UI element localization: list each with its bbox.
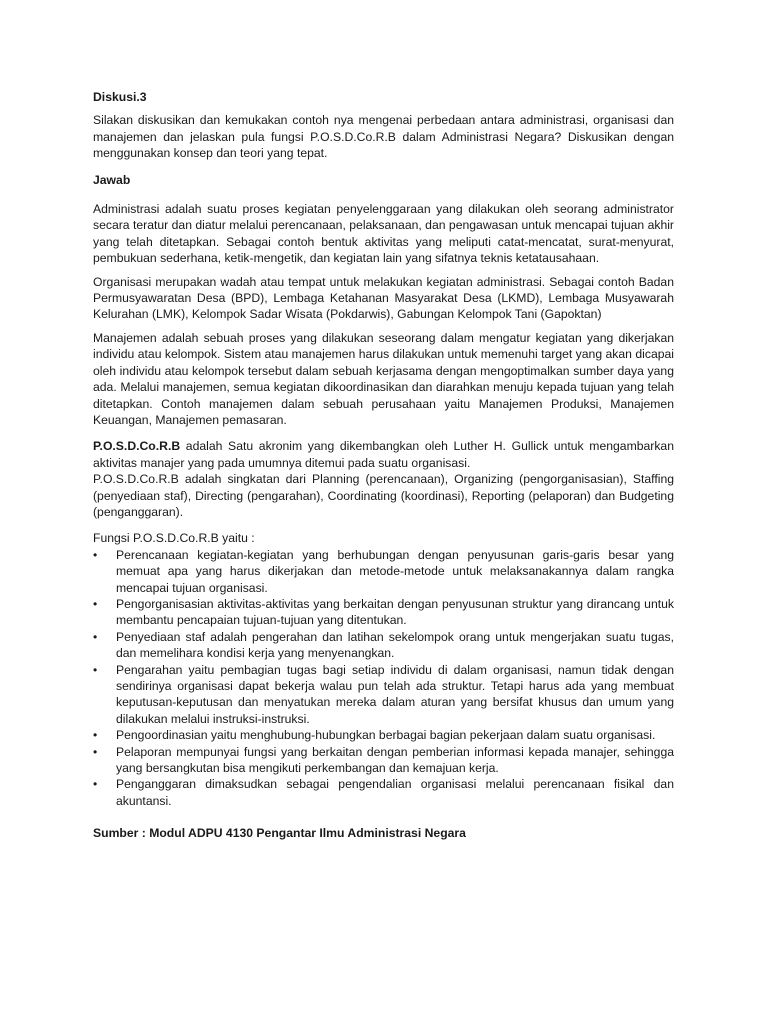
document-content — [93, 89, 674, 842]
list-item-text: Pelaporan mempunyai fungsi yang berkaitan dengan pemberian informasi kepada manajer, sehingga yang bersangkutan bisa mengikuti perkembangan dan kemajuan kerja. — [116, 744, 674, 776]
list-item-text: Pengarahan yaitu pembagian tugas bagi setiap individu di dalam organisasi, namun tidak dengan sendirinya organisasi dapat bekerja walau pun telah ada struktur. Tetapi harus ada yang membuat keputusan-keputusan dan menyatukan mereka dalam aturan yang bersifat khusus dan umum yang dilakukan melalui instruksi-instruksi. — [116, 662, 674, 726]
posdcorb-term: P.O.S.D.Co.R.B — [93, 439, 181, 454]
source-citation: Sumber : Modul ADPU 4130 Pengantar Ilmu Administrasi Negara — [93, 826, 466, 841]
bullet-icon: • — [93, 629, 98, 644]
list-item — [93, 662, 674, 728]
bullet-icon: • — [93, 777, 98, 792]
list-item-text: Pengoordinasian yaitu menghubung-hubungkan berbagai bagian pekerjaan dalam suatu organisasi. — [116, 728, 656, 743]
list-item-text: Perencanaan kegiatan-kegiatan yang berhubungan dengan penyusunan garis-garis besar yang memuat apa yang harus dikerjakan dan metode-metode untuk melaksanakannya dalam rangka mencapai tujuan organisasi. — [116, 547, 674, 595]
paragraph-administrasi: Administrasi adalah suatu proses kegiatan penyelenggaraan yang dilakukan oleh seorang administrator secara teratur dan diatur melalui perencanaan, pelaksanaan, dan pengawasan untuk mencapai tujuan akhir yang telah ditetapkan. Sebagai contoh bentuk aktivitas yang meliputi catat-mencatat, surat-menyurat, pembukuan sederhana, ketik-mengetik, dan kegiatan lain yang sifatnya teknis ketatausahaan. — [93, 202, 674, 266]
list-item-text: Pengorganisasian aktivitas-aktivitas yang berkaitan dengan penyusunan struktur yang dirancang untuk membantu pencapaian tujuan-tujuan yang ditentukan. — [116, 596, 674, 628]
fungsi-heading: Fungsi P.O.S.D.Co.R.B yaitu : — [93, 531, 255, 546]
list-item-text: Penganggaran dimaksudkan sebagai pengendalian organisasi melalui perencanaan fisikal dan akuntansi. — [116, 777, 674, 808]
bullet-icon: • — [93, 728, 98, 743]
bullet-icon: • — [93, 596, 98, 611]
bullet-icon: • — [93, 662, 98, 677]
posdcorb-definition-text: adalah Satu akronim yang dikembangkan oleh Luther H. Gullick untuk mengambarkan aktivitas manajer yang pada umumnya ditemui pada suatu organisasi. — [93, 439, 674, 470]
list-item — [93, 629, 674, 662]
list-item — [93, 596, 674, 629]
posdcorb-definition — [93, 438, 674, 471]
document-title: Diskusi.3 — [93, 90, 147, 104]
list-item — [93, 744, 674, 777]
fungsi-list — [93, 547, 674, 810]
bullet-icon: • — [93, 744, 98, 759]
question-paragraph: Silakan diskusikan dan kemukakan contoh nya mengenai perbedaan antara administrasi, organisasi dan manajemen dan jelaskan pula fungsi P.O.S.D.Co.R.B dalam Administrasi Negara? Diskusikan dengan menggunakan konsep dan teori yang tepat. — [93, 113, 674, 161]
answer-heading: Jawab — [93, 172, 131, 187]
bullet-icon: • — [93, 547, 98, 562]
list-item — [93, 727, 674, 743]
paragraph-organisasi: Organisasi merupakan wadah atau tempat untuk melakukan kegiatan administrasi. Sebagai contoh Badan Permusyawaratan Desa (BPD), Lembaga Ketahanan Masyarakat Desa (LKMD), Lembaga Musyawarah Kelurahan (LMK), Kelompok Sadar Wisata (Pokdarwis), Gabungan Kelompok Tani (Gapoktan) — [93, 274, 674, 322]
list-item-text: Penyediaan staf adalah pengerahan dan latihan sekelompok orang untuk mengerjakan suatu tugas, dan memelihara kondisi kerja yang menyenangkan. — [116, 629, 674, 661]
list-item — [93, 547, 674, 596]
paragraph-manajemen: Manajemen adalah sebuah proses yang dilakukan seseorang dalam mengatur kegiatan yang dikerjakan individu atau kelompok. Sistem atau manajemen harus dilakukan untuk memenuhi target yang akan dicapai oleh individu atau kelompok tersebut dalam sebuah kerjasama dengan mengoptimalkan sumber daya yang ada. Melalui manajemen, semua kegiatan dikoordinasikan dan diarahkan menuju kepada tujuan yang telah ditetapkan. Contoh manajemen dalam sebuah perusahaan yaitu Manajemen Produksi, Manajemen Keuangan, Manajemen pemasaran. — [93, 330, 674, 427]
posdcorb-expansion: P.O.S.D.Co.R.B adalah singkatan dari Planning (perencanaan), Organizing (pengorganisasian), Staffing (penyediaan staf), Directing (pengarahan), Coordinating (koordinasi), Reporting (pelaporan) dan Budgeting (penganggaran). — [93, 472, 674, 519]
list-item — [93, 776, 674, 809]
